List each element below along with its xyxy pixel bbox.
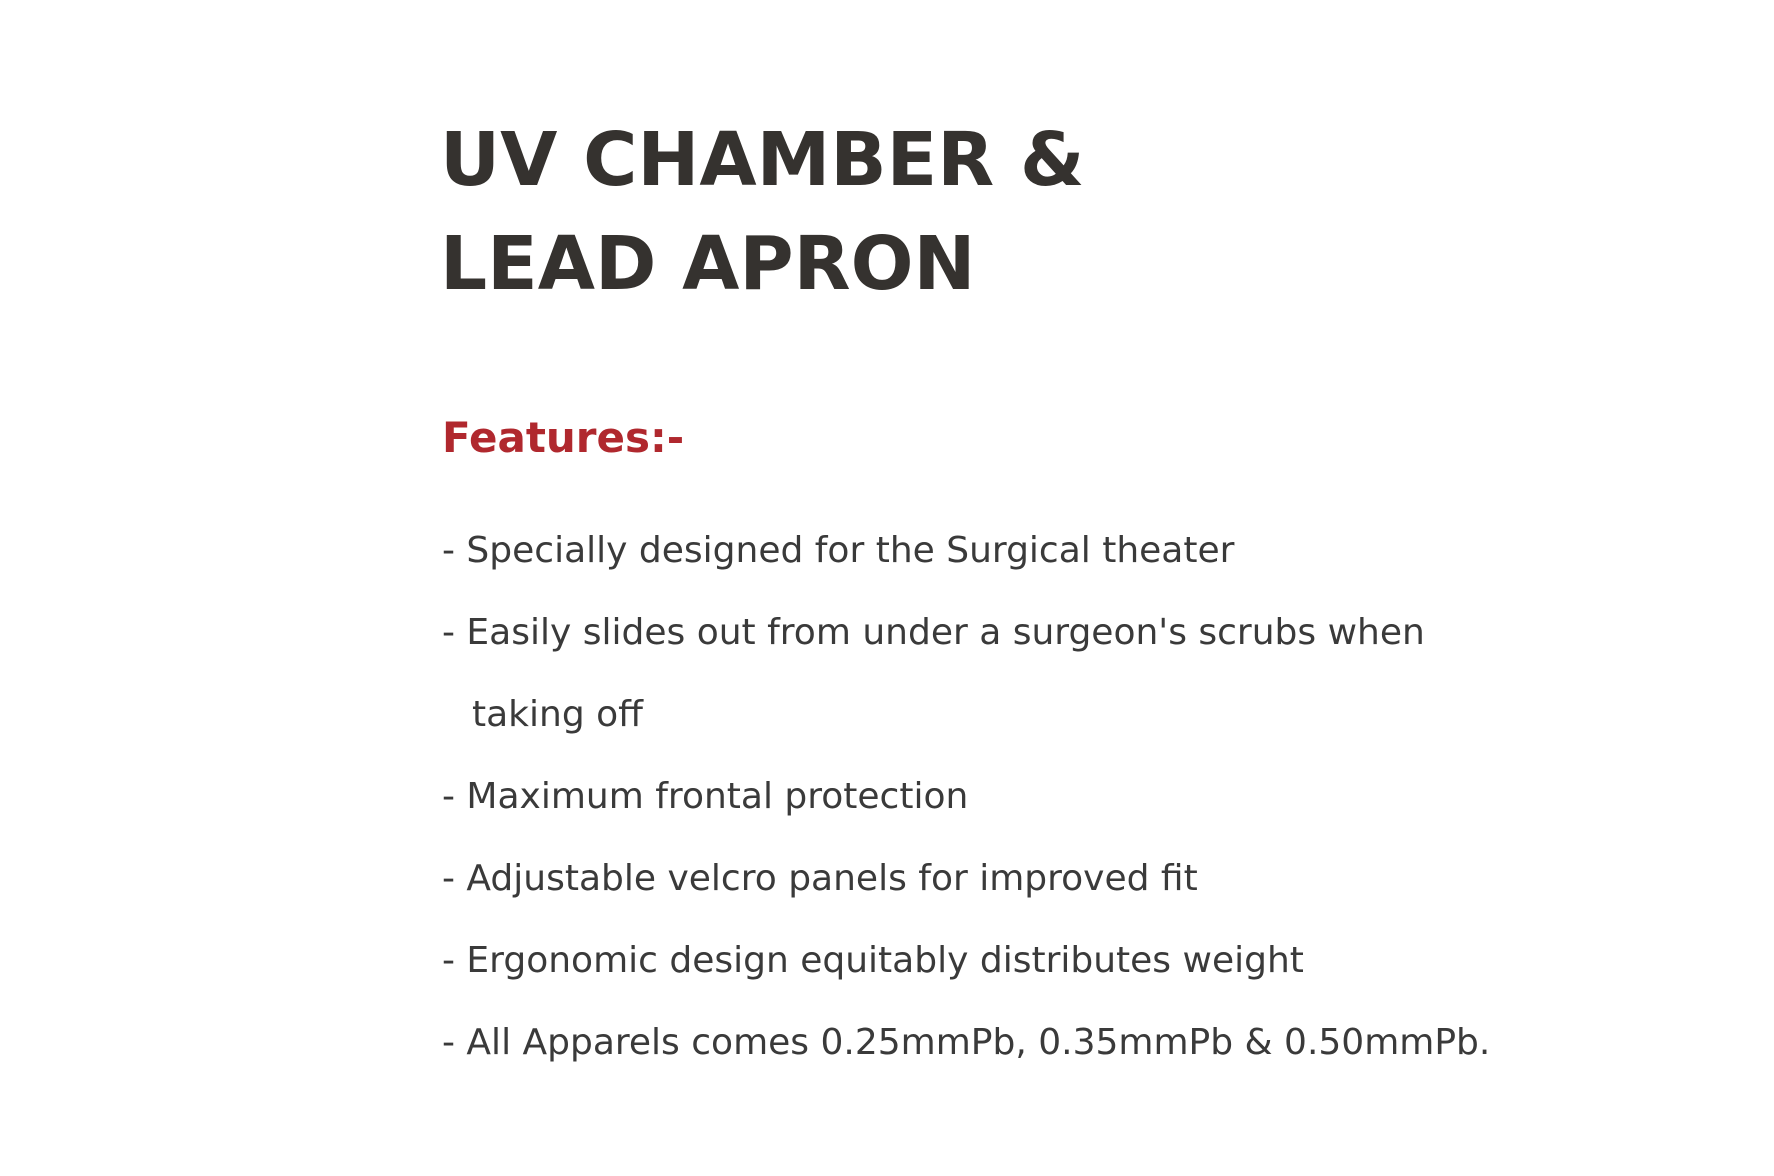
document-content <box>440 108 1640 1063</box>
feature-item <box>442 510 1490 592</box>
feature-item <box>442 592 1490 756</box>
feature-item <box>442 838 1490 920</box>
feature-item <box>442 920 1490 1002</box>
title-line-1: UV CHAMBER & <box>440 117 1085 203</box>
feature-text: - Adjustable velcro panels for improved fit <box>442 858 1198 899</box>
feature-item <box>442 1002 1490 1084</box>
feature-text-continuation: taking off <box>472 694 643 735</box>
feature-text: - Ergonomic design equitably distributes weight <box>442 940 1304 981</box>
feature-item <box>442 756 1490 838</box>
feature-list <box>442 510 1490 1084</box>
feature-text: - Maximum frontal protection <box>442 776 969 817</box>
features-heading: Features:- <box>442 413 685 462</box>
feature-text: - Easily slides out from under a surgeon's scrubs when <box>442 612 1425 653</box>
page-title <box>440 108 1640 316</box>
feature-text: - All Apparels comes 0.25mmPb, 0.35mmPb & 0.50mmPb. <box>442 1022 1491 1063</box>
feature-text: - Specially designed for the Surgical theater <box>442 530 1235 571</box>
title-line-2: LEAD APRON <box>440 221 976 307</box>
